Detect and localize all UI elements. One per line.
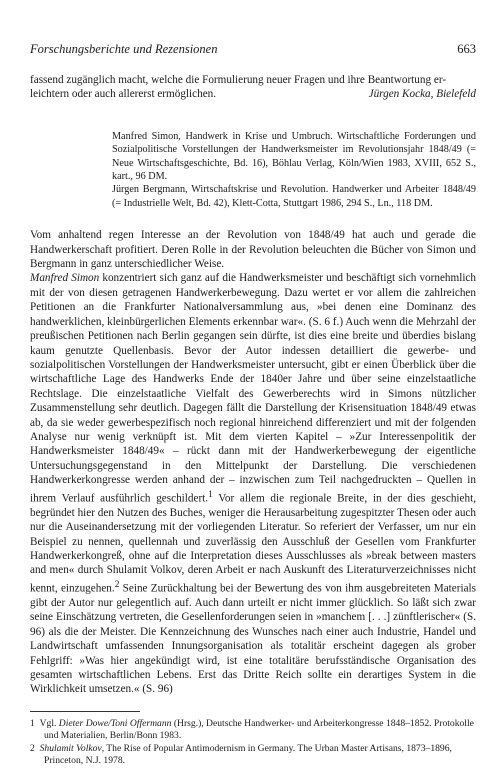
page bbox=[30, 42, 476, 767]
running-head bbox=[30, 42, 476, 57]
paragraph-2-text: konzentriert sich ganz auf die Handwerksmeister und beschäftigt sich vornehmlich mit der von diesen getragenen Handwerkerbewegung. Dazu wertet er vor allem die zahlreichen Petitionen an die Frankfurter Nationalversammlung aus, »bei denen eine Dominanz des handwerklichen, kleinbürgerlichen Elements erkennbar war«. (S. 6 f.) Auch wenn die Mehrzahl der preußischen Petitionen nach Berlin gegangen sein dürfte, ist dies eine breite und überdies bislang kaum genutzte Quellenbasis. Bevor der Autor indessen detailliert die gewerbe- und sozialpolitischen Vorstellungen der Handwerksmeister untersucht, gibt er einen Überblick über die wirtschaftliche Lage des Handwerks Ende der 1840er Jahre und über seine einzelstaatliche Rechtslage. Die einzelstaatliche Vielfalt des Gewerberechts wird in Simons nützlicher Zusammenstellung sehr deutlich. Dagegen fällt die Darstellung der Krisensituation 1848/49 etwas ab, da sie weder gewerbespezifisch noch regional hinreichend differenziert und mit der folgenden Analyse nur wenig verknüpft ist. Mit dem vierten Kapitel – »Zur Interessenpolitik der Handwerksmeister 1848/49« – rückt dann mit der Handwerkerbewegung der eigentliche Untersuchungsgegenstand in den Mittelpunkt der Darstellung. Die verschiedenen Handwerkerkongresse werden anhand der – inzwischen zum Teil nachgedruckten – Quellen in ihrem Verlauf ausführlich geschildert. bbox=[30, 272, 476, 505]
paragraph-2-text-c: Seine Zurückhaltung bei der Bewertung des von ihm ausgebreiteten Materials gibt der Autor nur gelegentlich auf. Auch dann urteilt er nicht immer glücklich. So läßt sich zwar seine Einschätzung vertreten, die Gesellenforderungen seien in »manchem [. . .] zünftlerischer« (S. 96) als die der Meister. Die Kennzeichnung des Wunsches nach einer auch Industrie, Handel und Landwirtschaft umfassenden Innungsorganisation als totalitär erscheint dagegen als grober Fehlgriff: »Was hier angekündigt wird, ist eine totalitäre berufsständische Organisation des gesamten wirtschaftlichen Lebens. Erst das Dritte Reich sollte ein derartiges System in die Wirklichkeit umsetzen.« (S. 96) bbox=[30, 582, 476, 696]
footnote-divider bbox=[30, 711, 140, 712]
previous-review-text: fassend zugänglich macht, welche die Formulierung neuer Fragen und ihre Beantwortung er- bbox=[30, 74, 447, 86]
section-title: Forschungsberichte und Rezensionen bbox=[30, 42, 218, 56]
paragraph-1: Vom anhaltend regen Interesse an der Revolution von 1848/49 hat auch und gerade die Handwerkerschaft profitiert. Deren Rolle in der Revolution beleuchten die Bücher von Simon und Bergmann in ganz unterschiedlicher Weise. bbox=[30, 229, 476, 271]
reviewed-books bbox=[112, 130, 476, 210]
previous-review-end bbox=[30, 87, 476, 101]
footnote-number: 2 bbox=[30, 742, 35, 754]
footnote-ref-2[interactable]: 2 bbox=[114, 579, 120, 590]
reviewed-book-2: Jürgen Bergmann, Wirtschaftskrise und Revolution. Handwerker und Arbeiter 1848/49 (= Industrielle Welt, Bd. 42), Klett-Cotta, Stuttgart 1986, 294 S., Ln., 118 DM. bbox=[112, 184, 476, 209]
paragraph-2 bbox=[30, 271, 476, 696]
footnote-text: (Hrsg.), Deutsche Handwerker- und Arbeiterkongresse 1848–1852. Protokolle und Materialien, Berlin/Bonn 1983. bbox=[44, 717, 474, 742]
previous-review-last-line: leichtern oder auch allererst ermöglichen. bbox=[30, 88, 217, 101]
footnote-author: Shulamit Volkov bbox=[39, 742, 102, 754]
author-name: Manfred Simon bbox=[30, 272, 100, 285]
footnote-author: Dieter Dowe/Toni Offermann bbox=[58, 717, 172, 729]
footnote-ref-1[interactable]: 1 bbox=[208, 489, 213, 500]
review-body bbox=[30, 228, 476, 696]
page-number: 663 bbox=[457, 42, 476, 56]
paragraph-2-text-b: Vor allem die regionale Breite, in der dies geschieht, begründet hier den Nutzen des Buches, weniger die Herausarbeitung zugespitzter Thesen oder auch nur die Auseinandersetzung mit der vorliegenden Literatur. So referiert der Verfasser, um nur ein Beispiel zu nennen, quellennah und zuverlässig den Ausschluß der Gesellen vom Frankfurter Handwerkerkongreß, ohne auf die Interpretation dieses Ausschlusses als »break between masters and men« durch Shulamit Volkov, deren Arbeit er nach Auskunft des Literaturverzeichnisses nicht kennt, einzugehen. bbox=[30, 492, 476, 595]
reviewed-book-1: Manfred Simon, Handwerk in Krise und Umbruch. Wirtschaftliche Forderungen und Sozialpolitische Vorstellungen der Handwerksmeister im Revolutionsjahr 1848/49 (= Neue Wirtschaftsgeschichte, Bd. 16), Böhlau Verlag, Köln/Wien 1983, XVIII, 652 S., kart., 96 DM. bbox=[112, 130, 476, 183]
footnote-2 bbox=[30, 743, 476, 768]
reviewer-signature: Jürgen Kocka, Bielefeld bbox=[368, 88, 476, 101]
footnote-1 bbox=[30, 718, 476, 743]
footnote-text: Vgl. bbox=[39, 717, 59, 729]
footnote-number: 1 bbox=[30, 717, 35, 729]
footnote-text: , The Rise of Popular Antimodernism in Germany. The Urban Master Artisans, 1873–1896, Princeton, N.J. 1978. bbox=[44, 742, 452, 766]
